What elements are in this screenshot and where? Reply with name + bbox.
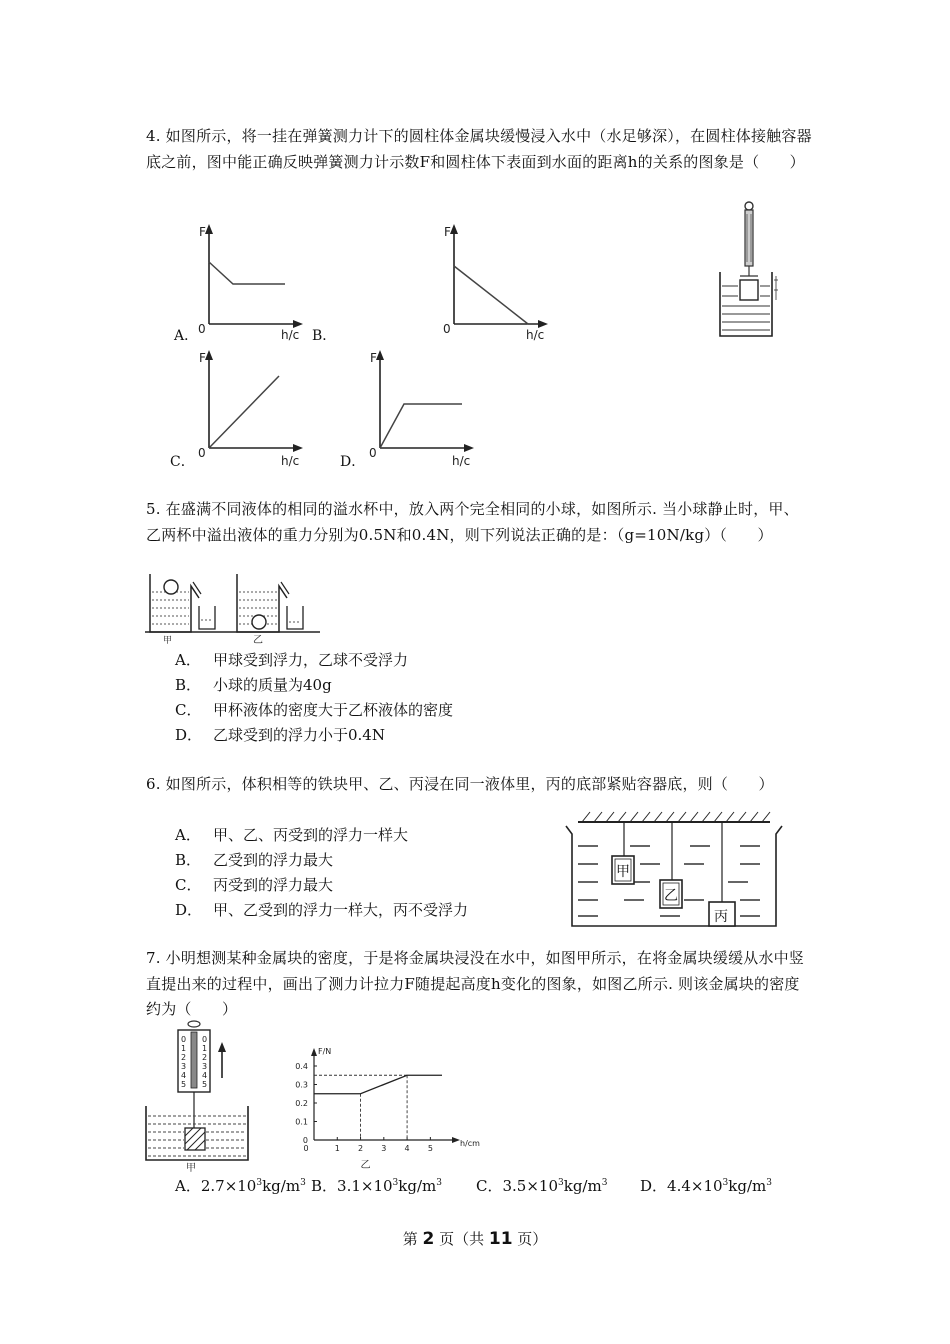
- q5-option-a-text: 甲球受到浮力，乙球不受浮力: [213, 651, 409, 669]
- q7-option-c-value: 3.5×10: [502, 1177, 558, 1195]
- q7-fig-label-2: 乙: [360, 1160, 371, 1171]
- q7-option-a-unit-exp: 3: [300, 1178, 306, 1188]
- q7-scale-right-3: 3: [202, 1062, 208, 1071]
- chart-x-axis-arrow: [452, 1137, 460, 1143]
- q5-fig-label-2: 乙: [253, 635, 263, 646]
- q7-option-d-unit-exp: 3: [766, 1178, 772, 1188]
- footer-page-number: 2: [422, 1229, 435, 1249]
- q7-option-b-unit-exp: 3: [436, 1178, 442, 1188]
- q7-scale-right-5: 5: [202, 1080, 208, 1089]
- q7-option-b-key: B．: [311, 1177, 338, 1195]
- q7-option-a-key: A．: [175, 1177, 201, 1195]
- q6-option-a-key: A．: [175, 826, 201, 844]
- q4-graph-b: [440, 222, 550, 340]
- q6-iron-blocks-figure: [564, 810, 784, 930]
- chart-y-tick-label-3: 0.3: [295, 1080, 308, 1090]
- q7-option-c-exp: 3: [558, 1178, 564, 1188]
- q6-block-bing: 丙: [714, 909, 728, 925]
- q4-b-origin: 0: [443, 322, 451, 336]
- q7-option-b-exp: 3: [392, 1178, 399, 1188]
- q4-c-origin: 0: [198, 446, 206, 460]
- chart-x-tick-label-4: 4: [404, 1144, 410, 1153]
- q7-option-b-unit: kg/m: [398, 1177, 437, 1195]
- q7-option-a-exp: 3: [256, 1178, 263, 1188]
- q5-option-a[interactable]: [175, 650, 408, 670]
- q4-graph-a: [195, 222, 305, 340]
- chart-x-tick-label-1: 1: [334, 1144, 340, 1153]
- q7-scale-right-1: 1: [202, 1044, 208, 1053]
- q4-spring-scale-illustration: [714, 200, 784, 340]
- chart-y-tick-label-0: 0: [302, 1136, 308, 1145]
- chart-x-axis-label: h/cm: [460, 1139, 480, 1148]
- chart-x-tick-label-2: 2: [357, 1144, 364, 1153]
- chart-y-axis-arrow: [311, 1048, 317, 1056]
- q5-option-d-text: 乙球受到的浮力小于0.4N: [213, 726, 385, 744]
- footer-pre: 第: [402, 1230, 423, 1248]
- q4-a-y-label: F: [199, 225, 206, 239]
- q4-c-y-label: F: [199, 351, 206, 365]
- q5-option-c-text: 甲杯液体的密度大于乙杯液体的密度: [213, 701, 454, 719]
- q5-option-a-key: A．: [175, 651, 201, 669]
- q6-block-yi: 乙: [664, 888, 678, 904]
- q6-option-d-key: D．: [175, 901, 203, 919]
- q6-option-b-text: 乙受到的浮力最大: [213, 851, 334, 869]
- q5-overflow-cups-figure: [145, 572, 325, 644]
- q7-scale-left-0: 0: [181, 1035, 187, 1044]
- q4-option-d[interactable]: D．: [340, 454, 366, 470]
- q6-option-b-key: B．: [175, 851, 202, 869]
- q7-option-d[interactable]: [640, 1176, 772, 1196]
- q5-option-c-key: C．: [175, 701, 202, 719]
- q7-option-c-unit: kg/m: [563, 1177, 602, 1195]
- q4-option-b[interactable]: B．: [312, 328, 337, 344]
- q4-graph-d: [366, 348, 476, 466]
- q7-fig-yi-chart: [286, 1047, 480, 1178]
- q7-stem: 7. 小明想测某种金属块的密度，于是将金属块浸没在水中，如图甲所示，在将金属块缓缓从水中竖直提出来的过程中，画出了测力计拉力F随提起高度h变化的图象，如图乙所示. 则该金属块的密度约为（ ）: [146, 949, 805, 1018]
- q5-fig-label-1: 甲: [163, 636, 173, 646]
- q7-fig-jia: [144, 1020, 254, 1172]
- q5-option-d[interactable]: [175, 725, 385, 745]
- q5-option-b-text: 小球的质量为40g: [213, 676, 332, 694]
- q4-stem: 4. 如图所示，将一挂在弹簧测力计下的圆柱体金属块缓慢浸入水中（水足够深），在圆柱体接触容器底之前，图中能正确反映弹簧测力计示数F和圆柱体下表面到水面的距离h的关系的图象是（ ）: [146, 127, 812, 171]
- q4-option-a[interactable]: A．: [174, 328, 199, 344]
- chart-origin-label: 0: [303, 1144, 309, 1153]
- q7-scale-left-1: 1: [181, 1044, 187, 1053]
- q7-option-a-unit: kg/m: [262, 1177, 301, 1195]
- q7-option-c-key: C．: [476, 1177, 503, 1195]
- q6-option-a-text: 甲、乙、丙受到的浮力一样大: [213, 826, 409, 844]
- footer-total-pages: 11: [488, 1229, 513, 1249]
- q4-d-y-label: F: [370, 351, 377, 365]
- q7-scale-left-5: 5: [181, 1080, 187, 1089]
- q7-option-d-value: 4.4×10: [667, 1177, 723, 1195]
- q5-option-c[interactable]: [175, 700, 453, 720]
- q6-option-c-key: C．: [175, 876, 202, 894]
- q5-option-b[interactable]: [175, 675, 332, 695]
- chart-x-tick-label-3: 3: [381, 1144, 387, 1153]
- q5-option-d-key: D．: [175, 726, 203, 744]
- q7-option-d-unit: kg/m: [728, 1177, 767, 1195]
- q4-b-y-label: F: [444, 225, 451, 239]
- q6-option-c-text: 丙受到的浮力最大: [213, 876, 334, 894]
- q7-option-d-exp: 3: [722, 1178, 729, 1188]
- q7-scale-right-4: 4: [202, 1071, 208, 1080]
- q7-option-a[interactable]: [175, 1176, 306, 1196]
- q7-scale-right-2: 2: [202, 1053, 208, 1062]
- page-footer: [0, 1228, 950, 1249]
- q7-option-b-value: 3.1×10: [337, 1177, 393, 1195]
- footer-post: 页）: [512, 1230, 548, 1248]
- q4-a-x-label: h/c: [281, 328, 300, 342]
- q7-scale-right-0: 0: [202, 1035, 208, 1044]
- q7-scale-left-4: 4: [181, 1071, 187, 1080]
- q6-block-jia: 甲: [616, 864, 630, 880]
- q5-option-b-key: B．: [175, 676, 202, 694]
- q6-option-b[interactable]: [175, 850, 333, 870]
- q7-option-b[interactable]: [311, 1176, 442, 1196]
- q4-a-origin: 0: [198, 322, 206, 336]
- q4-option-c[interactable]: C．: [170, 454, 195, 470]
- q7-option-a-value: 2.7×10: [200, 1177, 257, 1195]
- q6-stem: 6. 如图所示，体积相等的铁块甲、乙、丙浸在同一液体里，丙的底部紧贴容器底，则（ ）: [146, 775, 774, 793]
- q4-d-origin: 0: [369, 446, 377, 460]
- q5-stem: 5. 在盛满不同液体的相同的溢水杯中，放入两个完全相同的小球，如图所示. 当小球静止时，甲、乙两杯中溢出液体的重力分别为0.5N和0.4N，则下列说法正确的是：（g=10N/kg）（ ）: [146, 500, 799, 544]
- chart-series-F: [314, 1075, 442, 1094]
- chart-y-axis-label: F/N: [318, 1047, 332, 1056]
- q4-d-x-label: h/c: [452, 454, 471, 468]
- q6-option-c[interactable]: [175, 875, 333, 895]
- chart-x-tick-label-5: 5: [427, 1144, 433, 1153]
- q7-option-d-key: D．: [640, 1177, 668, 1195]
- q7-fig-label-1: 甲: [186, 1163, 196, 1174]
- q7-option-c[interactable]: [476, 1176, 607, 1196]
- q6-option-d-text: 甲、乙受到的浮力一样大，丙不受浮力: [213, 901, 469, 919]
- q7-option-c-unit-exp: 3: [601, 1178, 608, 1188]
- footer-mid: 页（共: [434, 1230, 489, 1248]
- q6-option-a[interactable]: [175, 825, 408, 845]
- q7-scale-left-2: 2: [181, 1053, 187, 1062]
- chart-y-tick-label-1: 0.1: [295, 1117, 308, 1127]
- q4-b-x-label: h/c: [526, 328, 545, 342]
- q6-option-d[interactable]: [175, 900, 468, 920]
- q4-graph-c: [195, 348, 305, 466]
- q4-c-x-label: h/c: [281, 454, 300, 468]
- chart-y-tick-label-4: 0.4: [295, 1062, 308, 1071]
- chart-y-tick-label-2: 0.2: [295, 1099, 308, 1108]
- q7-scale-left-3: 3: [181, 1062, 187, 1071]
